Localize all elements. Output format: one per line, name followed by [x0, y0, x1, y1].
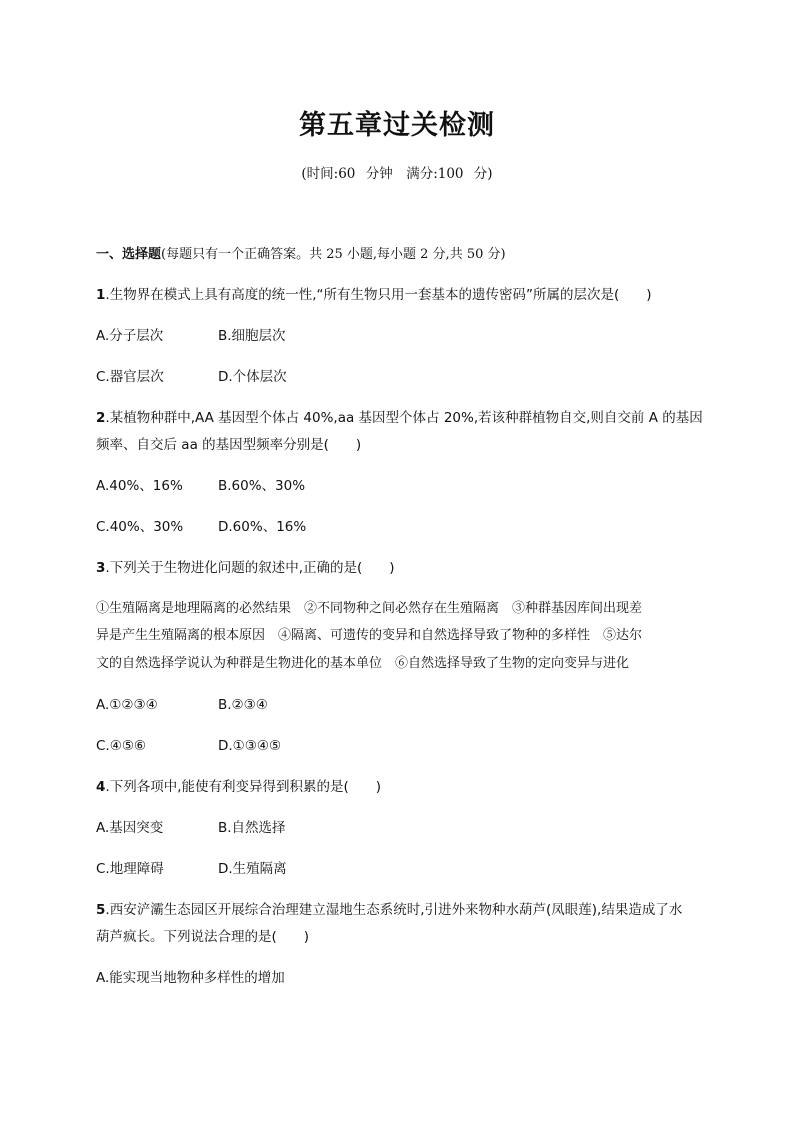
q3-option-b: B.②③④: [218, 697, 268, 713]
question-number: 3: [96, 560, 106, 576]
q3-statements-line2: 异是产生生殖隔离的根本原因 ④隔离、可遗传的变异和自然选择导致了物种的多样性 ⑤达尔: [96, 628, 643, 643]
question-text: .西安浐灞生态园区开展综合治理建立湿地生态系统时,引进外来物种水葫芦(凤眼莲),结果造成了水: [105, 902, 683, 918]
question-number: 1: [96, 287, 106, 303]
question-number: 5: [96, 902, 106, 918]
q3-statements-line1: ①生殖隔离是地理隔离的必然结果 ②不同物种之间必然存在生殖隔离 ③种群基因库间出现差: [96, 601, 643, 616]
q5-option-a: A.能实现当地物种多样性的增加: [96, 970, 285, 986]
q1-option-c: C.器官层次: [96, 369, 164, 385]
q2-option-a: A.40%、16%: [96, 478, 183, 494]
question-text: .某植物种群中,AA 基因型个体占 40%,aa 基因型个体占 20%,若该种群植物自交,则自交前 A 的基因: [105, 410, 703, 426]
question-5-stem-line1: [96, 901, 682, 919]
question-text: .下列各项中,能使有利变异得到积累的是( ): [105, 779, 382, 795]
q1-option-a: A.分子层次: [96, 328, 164, 344]
question-4-stem: [96, 778, 381, 796]
section-note: (每题只有一个正确答案。共 25 小题,每小题 2 分,共 50 分): [161, 247, 506, 262]
question-2-stem-line2: 频率、自交后 aa 的基因型频率分别是( ): [96, 437, 362, 453]
question-1-stem: [96, 286, 652, 304]
q4-option-a: A.基因突变: [96, 820, 164, 836]
question-3-stem: [96, 559, 395, 577]
q2-option-b: B.60%、30%: [218, 478, 306, 494]
q1-option-d: D.个体层次: [218, 369, 287, 385]
section-heading: [96, 246, 506, 264]
section-title: 一、选择题: [96, 247, 162, 262]
exam-info: (时间:60 分钟 满分:100 分): [301, 166, 493, 182]
page-title: 第五章过关检测: [299, 110, 495, 141]
question-2-stem-line1: [96, 409, 703, 427]
question-text: .生物界在模式上具有高度的统一性,“所有生物只用一套基本的遗传密码”所属的层次是( ): [105, 287, 652, 303]
q4-option-b: B.自然选择: [218, 820, 286, 836]
q3-option-a: A.①②③④: [96, 697, 158, 713]
question-number: 4: [96, 779, 106, 795]
q2-option-c: C.40%、30%: [96, 519, 184, 535]
q4-option-c: C.地理障碍: [96, 861, 164, 877]
q3-statements-line3: 文的自然选择学说认为种群是生物进化的基本单位 ⑥自然选择导致了生物的定向变异与进化: [96, 656, 630, 671]
question-5-stem-line2: 葫芦疯长。下列说法合理的是( ): [96, 929, 310, 945]
q1-option-b: B.细胞层次: [218, 328, 286, 344]
q2-option-d: D.60%、16%: [218, 519, 307, 535]
question-text: .下列关于生物进化问题的叙述中,正确的是( ): [105, 560, 395, 576]
question-number: 2: [96, 410, 106, 426]
q3-option-d: D.①③④⑤: [218, 738, 282, 754]
q4-option-d: D.生殖隔离: [218, 861, 287, 877]
q3-option-c: C.④⑤⑥: [96, 738, 147, 754]
